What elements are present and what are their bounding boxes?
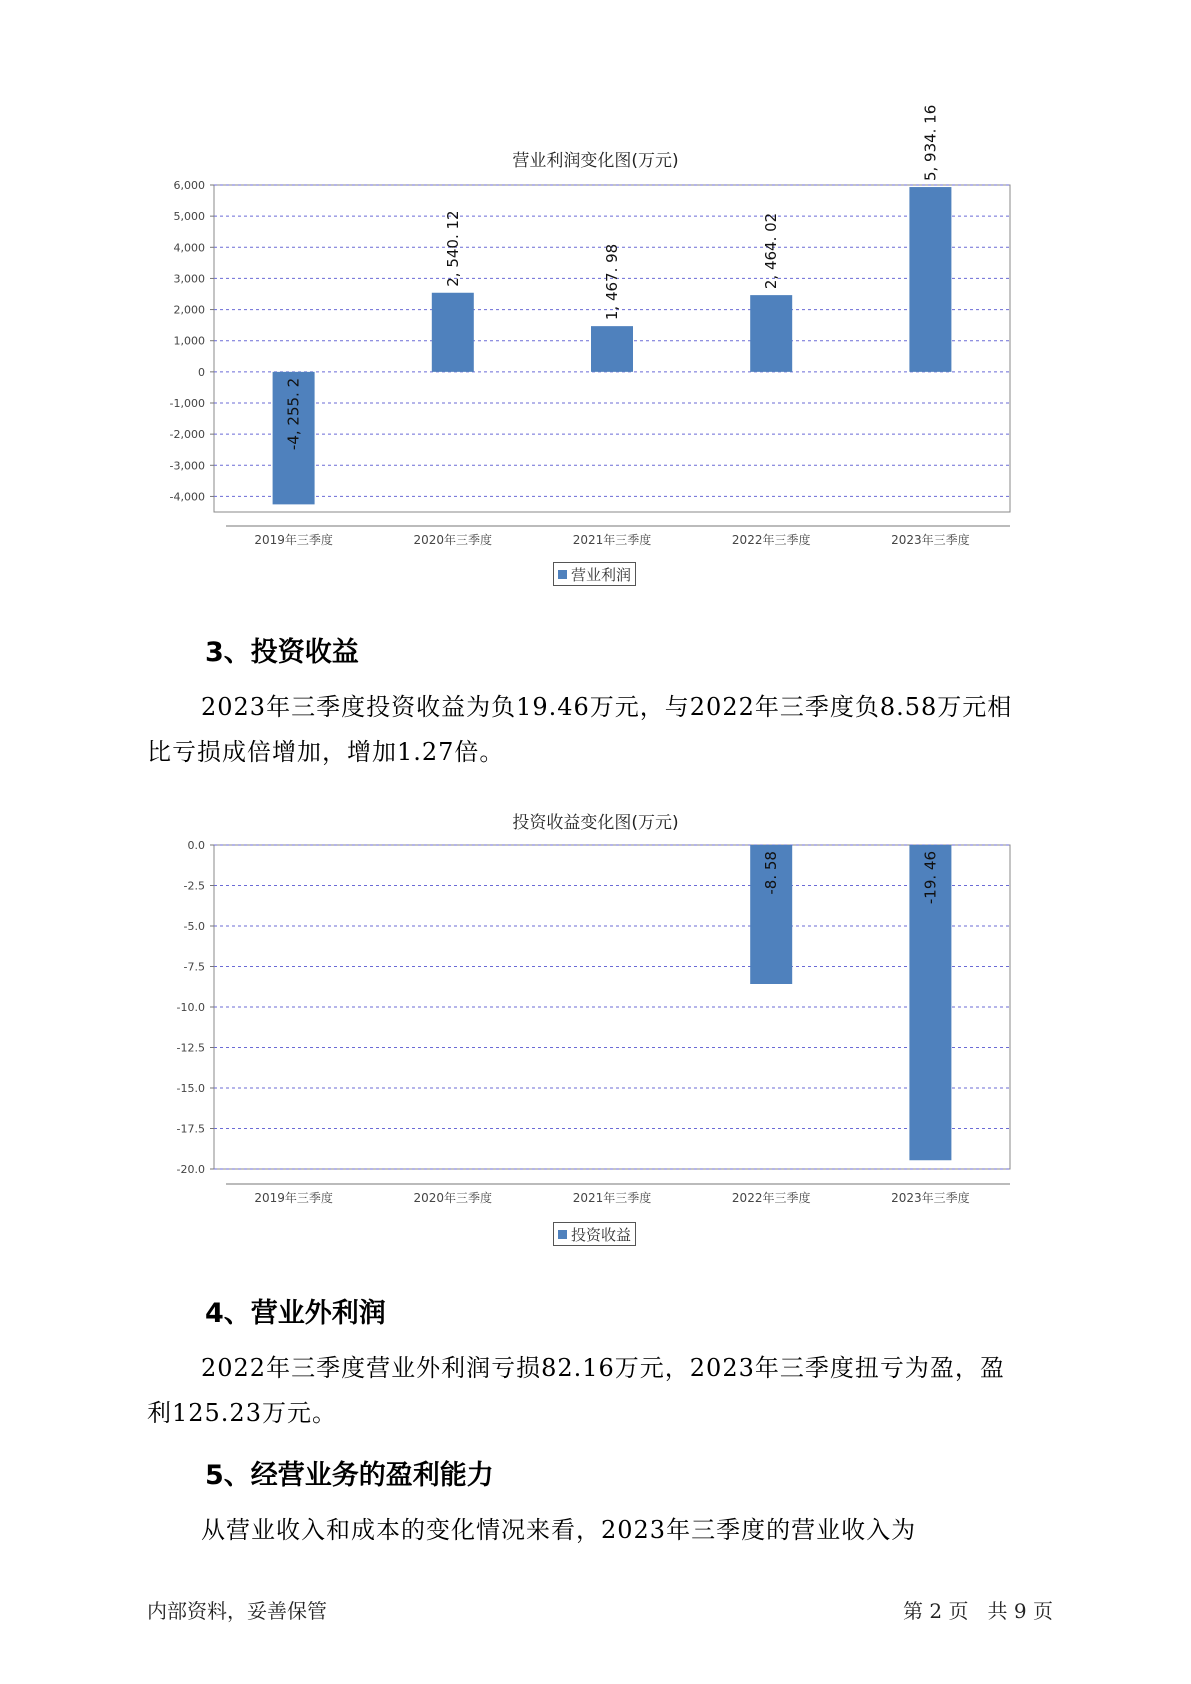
section-heading-profitability: 5、经营业务的盈利能力 (205, 1460, 494, 1491)
section-heading-non-operating-profit: 4、营业外利润 (205, 1298, 386, 1329)
bar-value-label: 1, 467. 98 (603, 243, 621, 321)
x-category-label: 2023年三季度 (891, 1191, 970, 1205)
x-category-label: 2020年三季度 (413, 1191, 493, 1205)
footer-confidential-note: 内部资料，妥善保管 (147, 1599, 327, 1623)
x-category-label: 2021年三季度 (572, 533, 652, 547)
x-category-label: 2022年三季度 (731, 533, 811, 547)
legend-swatch (558, 1230, 567, 1239)
x-category-label: 2021年三季度 (572, 1191, 652, 1205)
bar-value-label: 2, 464. 02 (762, 212, 781, 290)
y-tick-label: 0 (198, 365, 205, 379)
bar-value-label: 2, 540. 12 (443, 210, 462, 287)
x-category-label: 2019年三季度 (254, 1191, 333, 1205)
y-tick-label: -1,000 (169, 397, 205, 410)
y-tick-label: -3,000 (169, 459, 205, 473)
y-tick-label: 3,000 (173, 272, 205, 286)
x-category-label: 2023年三季度 (891, 533, 970, 547)
bar-value-label: -4, 255. 2 (284, 377, 303, 451)
y-tick-label: -2,000 (169, 428, 205, 442)
y-tick-label: 6,000 (173, 179, 205, 192)
y-tick-label: -4,000 (169, 490, 205, 504)
y-tick-label: 5,000 (173, 210, 205, 224)
investment-income-chart-title: 投资收益变化图(万元) (512, 813, 679, 833)
y-tick-label: 4,000 (173, 241, 205, 255)
y-tick-label: -5.0 (183, 920, 205, 933)
x-category-label: 2020年三季度 (413, 533, 493, 547)
investment-income-legend (553, 1222, 636, 1246)
legend-label: 营业利润 (571, 565, 632, 584)
paragraph-non-operating-profit-line2: 利125.23万元。 (147, 1399, 337, 1427)
y-tick-label: -7.5 (183, 960, 205, 974)
footer-page-number: 第 2 页 共 9 页 (903, 1599, 1053, 1623)
y-tick-label: 0.0 (187, 839, 205, 852)
y-tick-label: 1,000 (173, 334, 205, 348)
y-tick-label: -10.0 (176, 1001, 205, 1014)
y-tick-label: -17.5 (176, 1122, 205, 1136)
paragraph-non-operating-profit-line1: 2022年三季度营业外利润亏损82.16万元，2023年三季度扭亏为盈，盈 (201, 1354, 1005, 1382)
bar-value-label: -19. 46 (921, 851, 940, 905)
y-tick-label: -20.0 (176, 1163, 205, 1176)
x-category-label: 2022年三季度 (731, 1191, 811, 1205)
x-category-label: 2019年三季度 (254, 533, 333, 547)
section-heading-investment-income: 3、投资收益 (205, 637, 359, 668)
y-tick-label: -12.5 (176, 1041, 205, 1055)
y-tick-label: 2,000 (173, 303, 205, 317)
y-tick-label: -15.0 (176, 1082, 205, 1095)
y-tick-label: -2.5 (183, 879, 205, 893)
legend-label: 投资收益 (571, 1225, 632, 1244)
paragraph-profitability-line1: 从营业收入和成本的变化情况来看，2023年三季度的营业收入为 (201, 1516, 917, 1544)
paragraph-investment-income-line2: 比亏损成倍增加，增加1.27倍。 (147, 738, 505, 766)
paragraph-investment-income-line1: 2023年三季度投资收益为负19.46万元，与2022年三季度负8.58万元相 (201, 693, 1013, 721)
bar-value-label: -8. 58 (762, 851, 781, 895)
bar-value-label: 5, 934. 16 (921, 104, 940, 182)
operating-profit-chart-title: 营业利润变化图(万元) (512, 151, 679, 171)
